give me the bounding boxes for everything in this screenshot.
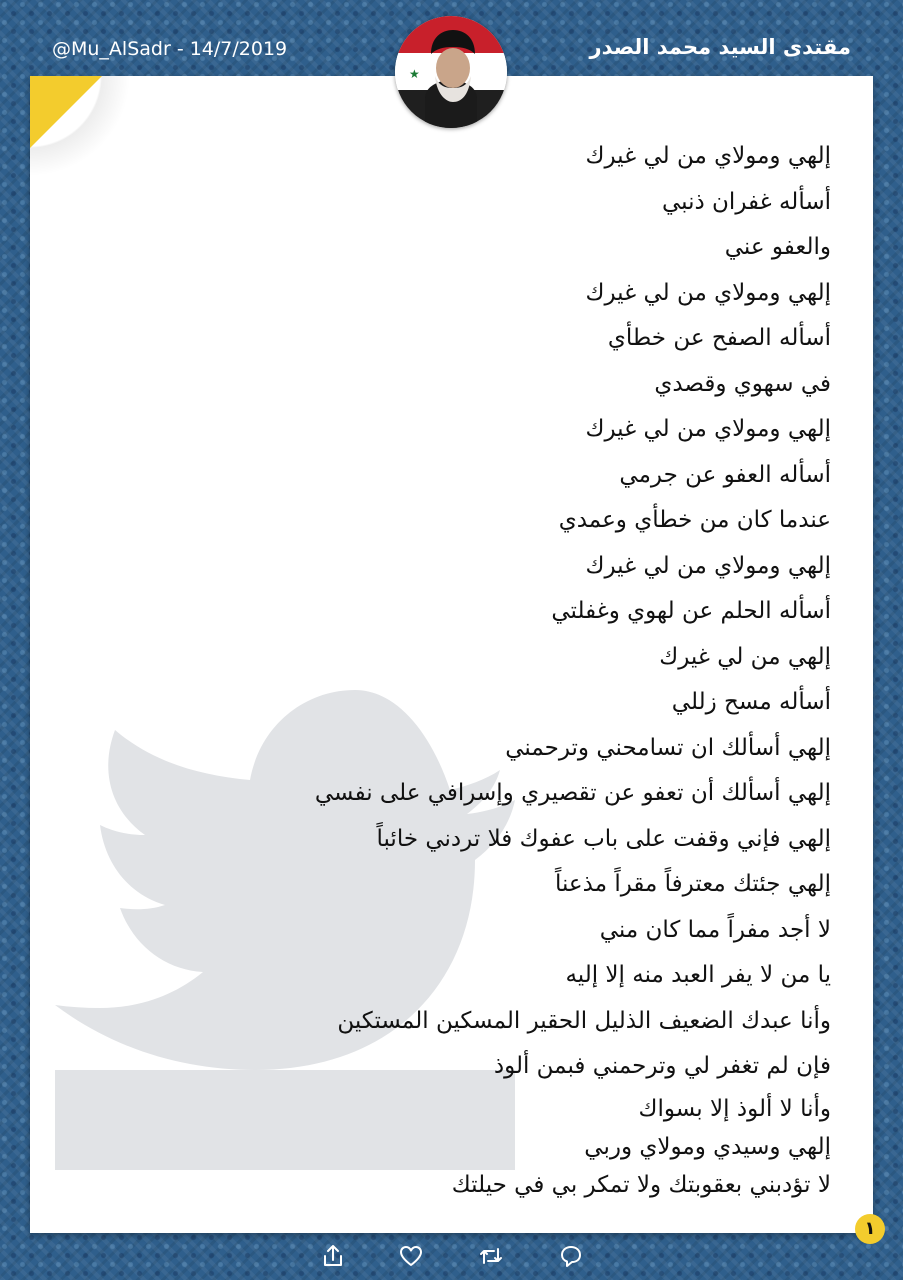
poem-line: إلهي ومولاي من لي غيرك — [585, 143, 831, 169]
poem-line: عندما كان من خطأي وعمدي — [558, 507, 831, 533]
retweet-icon[interactable] — [478, 1243, 504, 1269]
author-name: مقتدى السيد محمد الصدر — [589, 35, 851, 59]
poem-line: إلهي ومولاي من لي غيرك — [585, 279, 831, 306]
poem-line: إلهي فإني وقفت على باب عفوك فلا تردني خائباً — [376, 825, 831, 852]
poem-line: إلهي وسيدي ومولاي وربي — [584, 1133, 831, 1160]
poem-line: لا أجد مفراً مما كان مني — [599, 916, 831, 943]
poem-line: إلهي أسألك أن تعفو عن تقصيري وإسرافي على نفسي — [314, 780, 831, 806]
poem-line: أسأله الحلم عن لهوي وغفلتي — [551, 598, 831, 624]
poem-line: إلهي ومولاي من لي غيرك — [585, 552, 831, 579]
poem-line: يا من لا يفر العبد منه إلا إليه — [565, 962, 831, 988]
avatar — [395, 16, 507, 128]
reply-icon[interactable] — [558, 1243, 584, 1269]
poem-line: إلهي أسألك ان تسامحني وترحمني — [505, 734, 831, 761]
poem-line: أسأله العفو عن جرمي — [619, 461, 831, 488]
poem-line: لا تؤدبني بعقوبتك ولا تمكر بي في حيلتك — [451, 1171, 831, 1198]
poem-line: إلهي ومولاي من لي غيرك — [585, 416, 831, 442]
poem-lines — [131, 134, 831, 1204]
poem-line: أسأله غفران ذنبي — [661, 188, 831, 215]
tweet-actions — [0, 1240, 903, 1274]
poem-line: أسأله مسح زللي — [671, 689, 831, 715]
svg-text:★: ★ — [409, 67, 420, 81]
poem-line: وأنا عبدك الضعيف الذليل الحقير المسكين المستكين — [337, 1007, 831, 1034]
heart-icon[interactable] — [398, 1243, 424, 1269]
poem-line: إلهي من لي غيرك — [659, 643, 831, 670]
poem-line: إلهي جئتك معترفاً مقراً مذعناً — [554, 871, 831, 897]
handle-date: @Mu_AlSadr - 14/7/2019 — [52, 38, 288, 60]
poem-line: في سهوي وقصدي — [654, 370, 831, 397]
poem-line: فإن لم تغفر لي وترحمني فبمن ألوذ — [493, 1053, 831, 1079]
poem-line: والعفو عني — [724, 234, 831, 260]
page-curl-icon — [30, 76, 102, 148]
poem-line: وأنا لا ألوذ إلا بسواك — [638, 1095, 831, 1122]
poem-line: أسأله الصفح عن خطأي — [607, 325, 831, 351]
page-number-badge: ١ — [855, 1214, 885, 1244]
share-icon[interactable] — [320, 1243, 346, 1269]
